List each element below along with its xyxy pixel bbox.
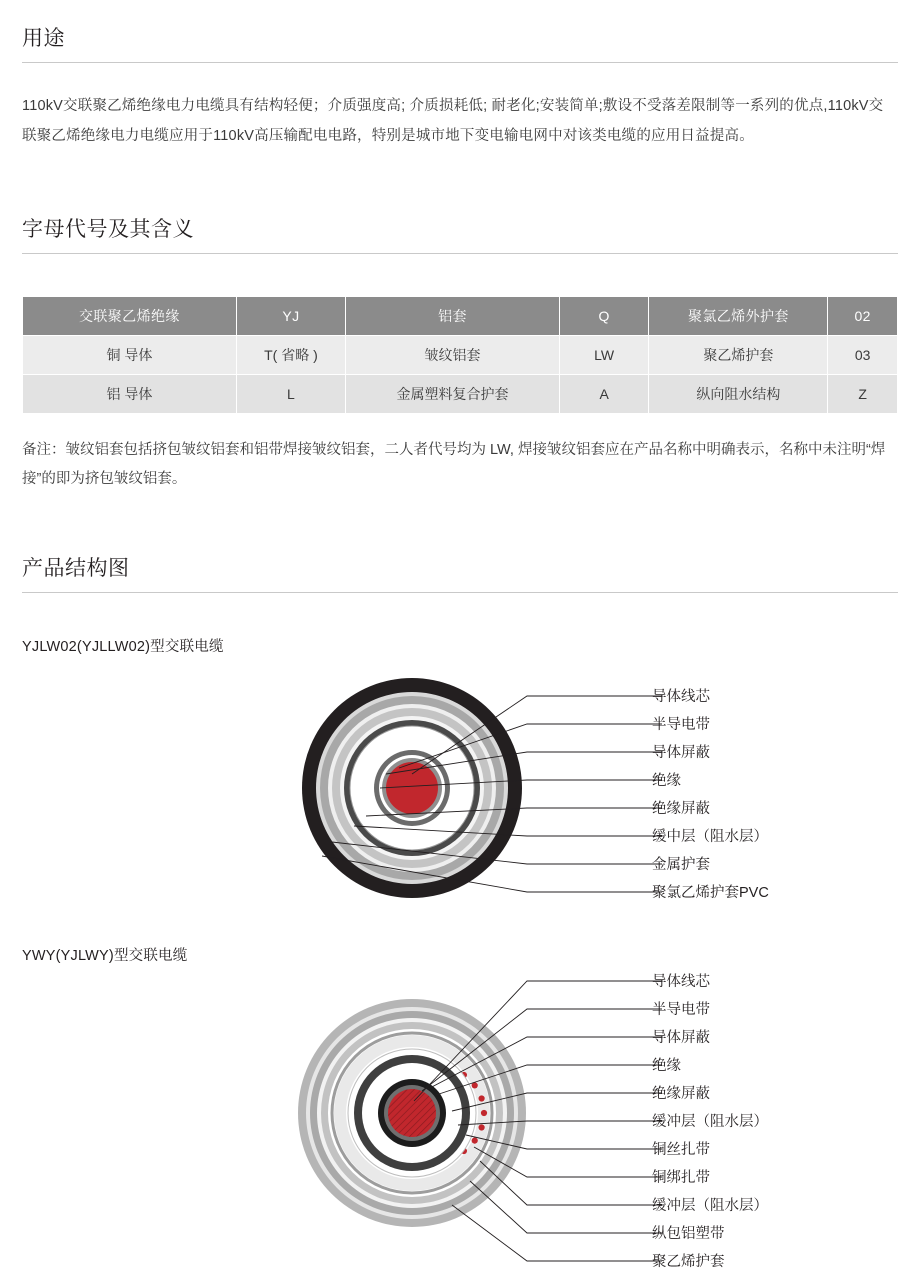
callout-item: 导体线芯 <box>652 974 710 990</box>
callout-item: 绝缘 <box>652 773 681 789</box>
table-cell: LW <box>559 336 648 375</box>
callout-item: 导体屏蔽 <box>652 745 710 761</box>
callout-item: 绝缘屏蔽 <box>652 801 710 817</box>
cable-cross-section-1 <box>22 656 898 916</box>
section-title-letter-codes: 字母代号及其含义 <box>22 213 898 254</box>
table-header-row <box>23 297 898 336</box>
letter-code-table <box>22 296 898 414</box>
diagram-canvas <box>22 656 898 916</box>
callout-item: 绝缘 <box>652 1058 681 1074</box>
callout-item: 铜丝扎带 <box>652 1142 710 1158</box>
diagram-yjlw02 <box>22 635 898 916</box>
callout-item: 缓冲层（阻水层） <box>652 1114 768 1130</box>
callout-item: 铜绑扎带 <box>652 1170 710 1186</box>
table-cell: L <box>236 375 345 414</box>
callout-item: 聚氯乙烯护套PVC <box>652 885 769 901</box>
table-cell: T( 省略 ) <box>236 336 345 375</box>
callout-item: 半导电带 <box>652 1002 710 1018</box>
callout-item: 纵包铝塑带 <box>652 1226 725 1242</box>
table-header-cell: 铝套 <box>346 297 560 336</box>
callout-item: 聚乙烯护套 <box>652 1254 725 1270</box>
callout-item: 缓冲层（阻水层） <box>652 1198 768 1214</box>
section-letter-codes <box>22 151 898 494</box>
table-cell: 纵向阻水结构 <box>649 375 828 414</box>
table-cell: 金属塑料复合护套 <box>346 375 560 414</box>
callout-item: 绝缘屏蔽 <box>652 1086 710 1102</box>
callout-item: 导体屏蔽 <box>652 1030 710 1046</box>
table-cell: Z <box>828 375 898 414</box>
section-title-structure: 产品结构图 <box>22 552 898 593</box>
diagram-label: YJLW02(YJLLW02)型交联电缆 <box>22 639 224 655</box>
diagram-ywy <box>22 944 898 1275</box>
diagram-label: YWY(YJLWY)型交联电缆 <box>22 948 188 964</box>
section-title-usage: 用途 <box>22 22 898 63</box>
table-header-cell: YJ <box>236 297 345 336</box>
table-cell: 铝 导体 <box>23 375 237 414</box>
callout-item: 缓中层（阻水层） <box>652 829 768 845</box>
callout-item: 导体线芯 <box>652 689 710 705</box>
table-cell: 皱纹铝套 <box>346 336 560 375</box>
table-header-cell: 交联聚乙烯绝缘 <box>23 297 237 336</box>
table-header-cell: 02 <box>828 297 898 336</box>
table-cell: 03 <box>828 336 898 375</box>
usage-paragraph: 110kV交联聚乙烯绝缘电力电缆具有结构轻便；介质强度高; 介质损耗低; 耐老化;安装简单;敷设不受落差限制等一系列的优点,110kV交联聚乙烯绝缘电力电缆应用于110kV高压输配电电路，特别是城市地下变电输电网中对该类电缆的应用日益提高。 <box>22 98 884 144</box>
section-usage <box>22 0 898 151</box>
table-cell: A <box>559 375 648 414</box>
table-header-cell: Q <box>559 297 648 336</box>
table-row <box>23 336 898 375</box>
table-header-cell: 聚氯乙烯外护套 <box>649 297 828 336</box>
table-cell: 铜 导体 <box>23 336 237 375</box>
section-structure-diagrams <box>22 494 898 593</box>
callout-item: 金属护套 <box>652 857 710 873</box>
diagram-canvas <box>22 965 898 1275</box>
table-cell: 聚乙烯护套 <box>649 336 828 375</box>
callout-item: 半导电带 <box>652 717 710 733</box>
table-note: 备注：皱纹铝套包括挤包皱纹铝套和铝带焊接皱纹铝套，二人者代号均为 LW, 焊接皱纹铝套应在产品名称中明确表示，名称中未注明“焊接”的即为挤包皱纹铝套。 <box>22 442 886 487</box>
table-row <box>23 375 898 414</box>
